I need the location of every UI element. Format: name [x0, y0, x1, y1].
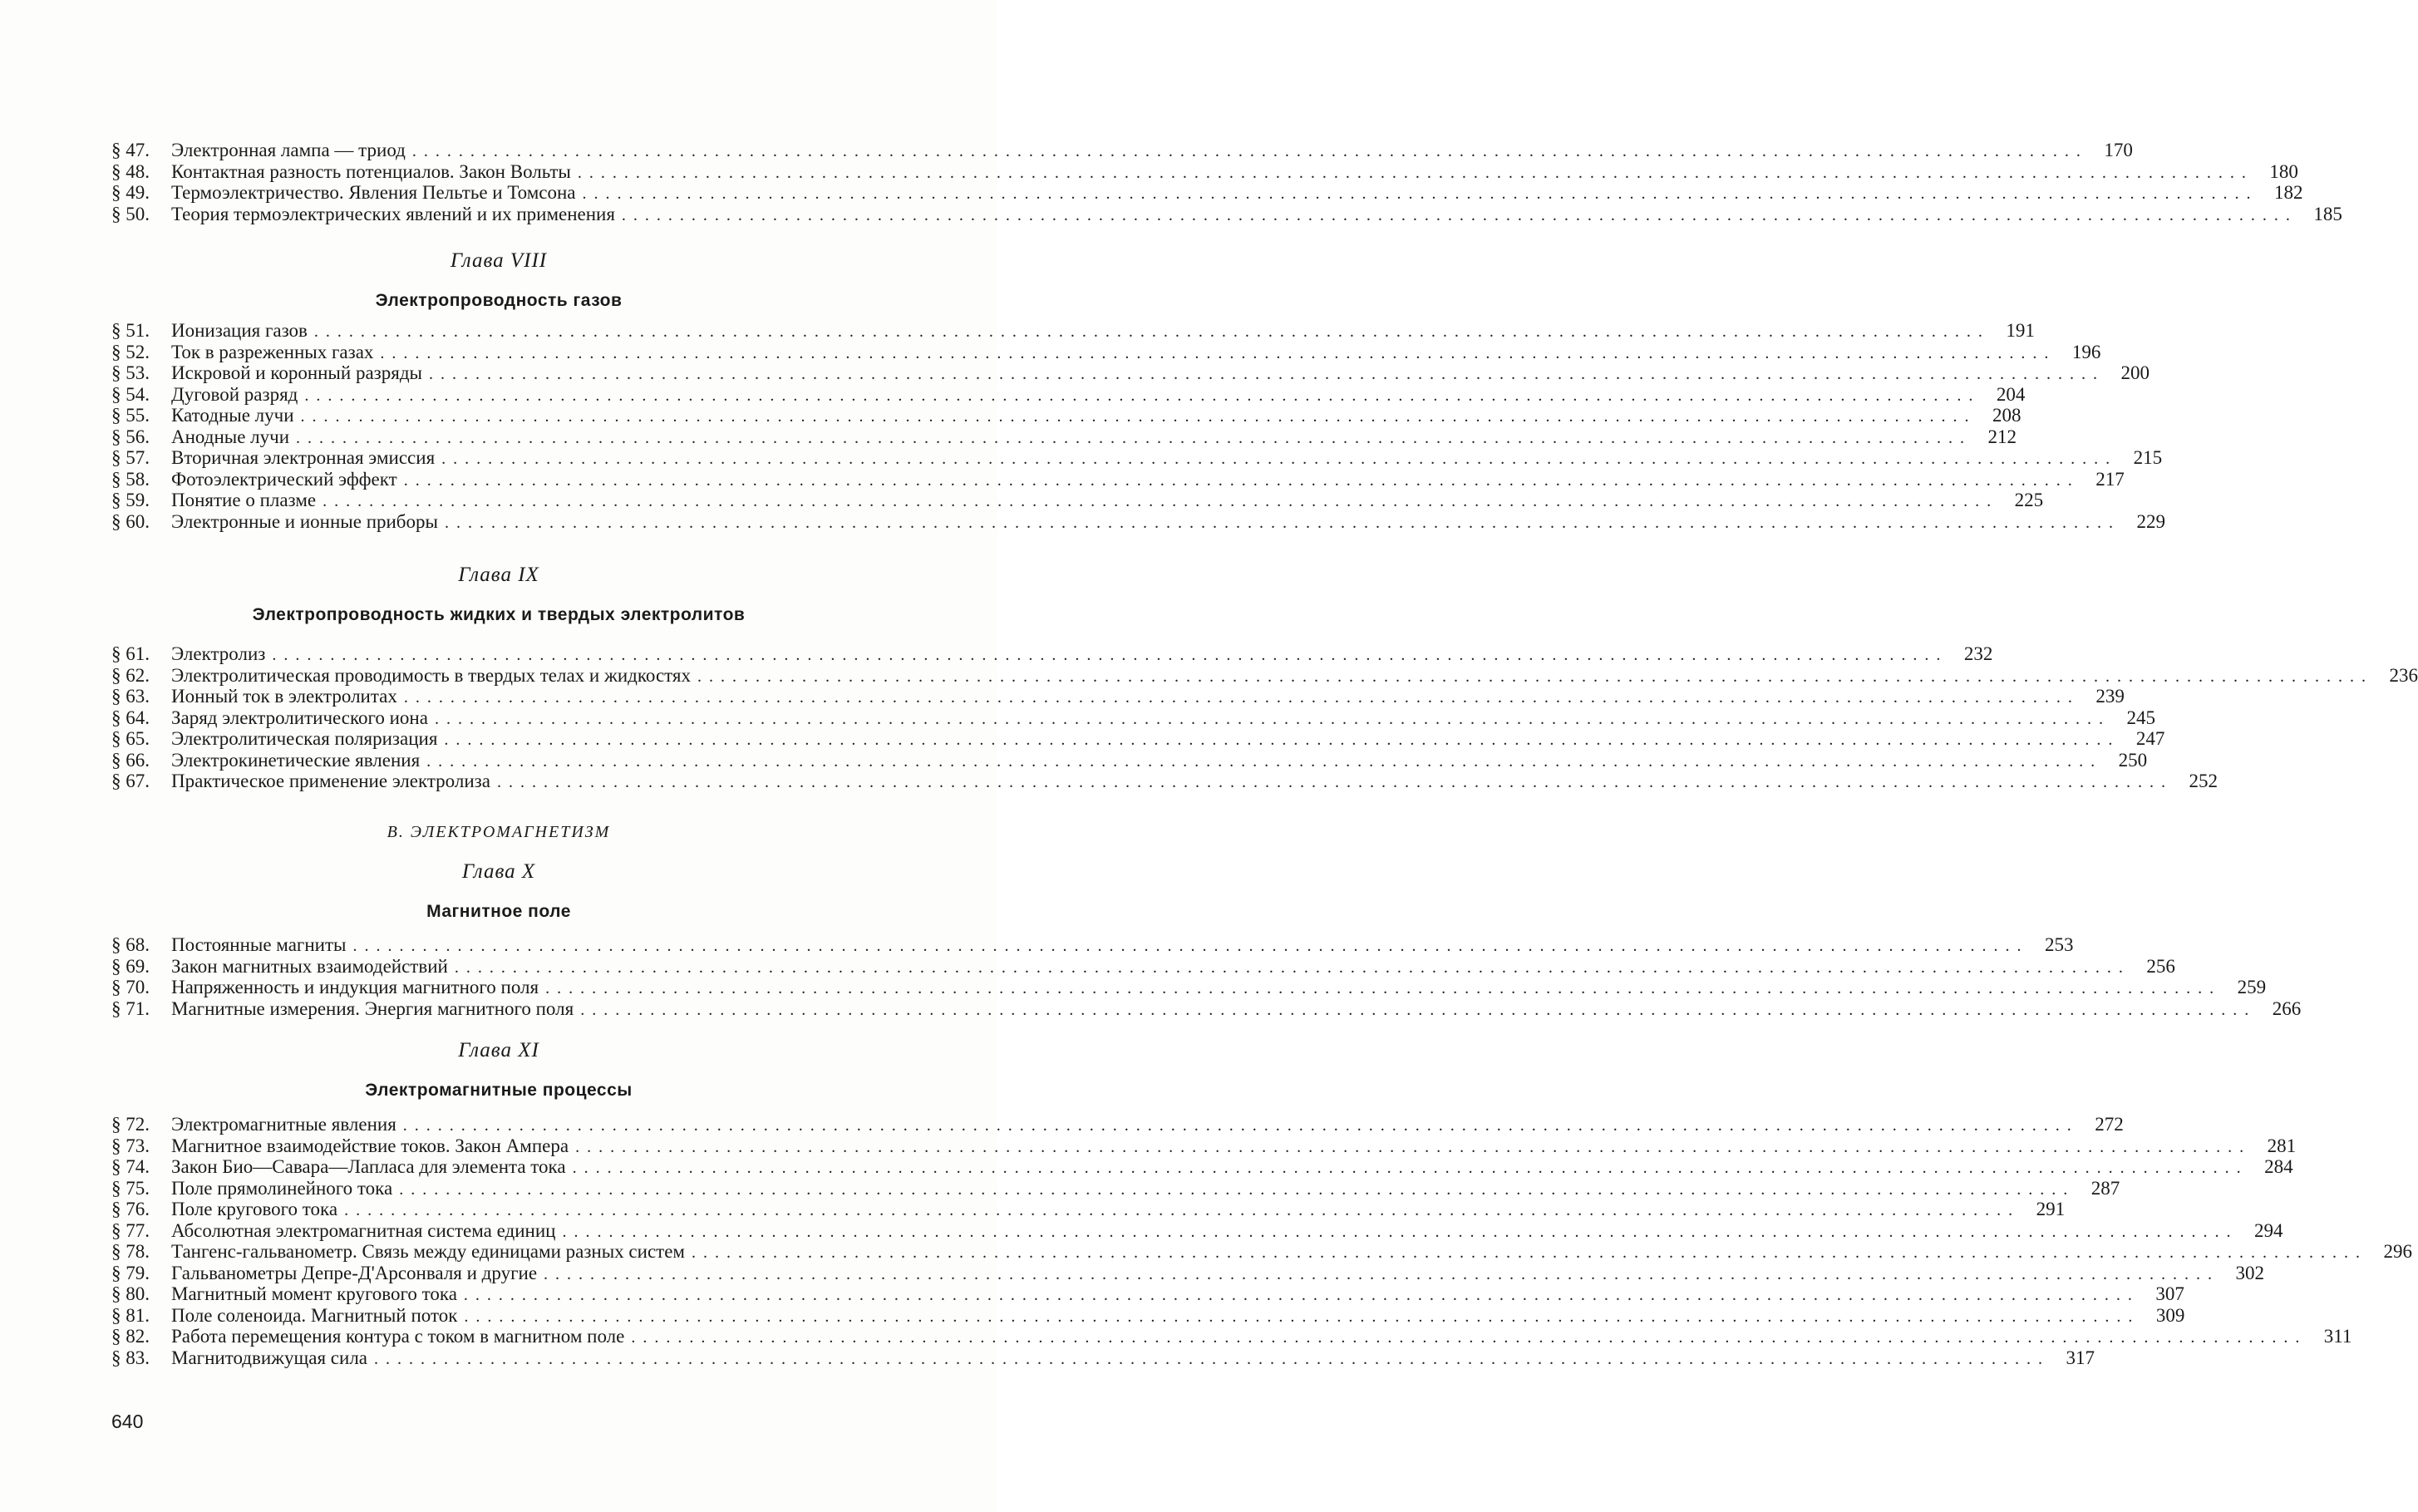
toc-section-title: Практическое применение электролиза: [171, 771, 490, 791]
toc-section-number: § 65.: [111, 728, 150, 749]
toc-page-number: 232: [1963, 643, 1993, 664]
chapter-title-ix: Электропроводность жидких и твердых электролитов: [252, 605, 746, 624]
toc-entry: [111, 728, 2165, 750]
toc-section-number: § 53.: [111, 362, 150, 383]
toc-entry: [111, 1304, 2185, 1327]
toc-page-number: 245: [2126, 707, 2155, 728]
toc-entry: [111, 664, 2418, 687]
toc-dot-leader: [544, 1264, 2219, 1286]
toc-page-number: 252: [2189, 771, 2218, 791]
toc-section-title: Магнитодвижущая сила: [171, 1347, 368, 1368]
toc-page-number: 294: [2253, 1219, 2283, 1241]
chapter-title-viii: Электропроводность газов: [375, 291, 623, 310]
chapter-label-viii: Глава VIII: [450, 249, 548, 272]
toc-section-number: § 49.: [111, 182, 150, 203]
toc-section-title: Анодные лучи: [171, 426, 290, 447]
toc-section-number: § 62.: [111, 664, 150, 686]
toc-section-title: Поле соленоида. Магнитный поток: [171, 1304, 458, 1326]
toc-page-number: 247: [2135, 728, 2165, 749]
toc-page-number: 239: [2095, 686, 2125, 707]
toc-entry: [111, 140, 2133, 161]
toc-section-title: Искровой и коронный разряды: [171, 362, 422, 383]
toc-dot-leader: [399, 1180, 2075, 1201]
part-label-electromagnetism: В. ЭЛЕКТРОМАГНЕТИЗМ: [387, 823, 611, 841]
toc-page-number: 236: [2389, 664, 2418, 686]
page-number: 640: [111, 1411, 144, 1432]
toc-dot-leader: [304, 386, 1980, 407]
toc-dot-leader: [455, 958, 2130, 979]
toc-section-number: § 51.: [111, 320, 150, 341]
toc-entry: [111, 160, 2298, 183]
toc-section-number: § 57.: [111, 447, 150, 468]
toc-section-title: Термоэлектричество. Явления Пельтье и Томсона: [171, 182, 576, 203]
toc-entry: [111, 320, 2035, 342]
toc-section-number: § 52.: [111, 341, 150, 362]
toc-dot-leader: [622, 205, 2297, 227]
toc-section-title: Напряженность и индукция магнитного поля: [171, 977, 539, 997]
toc-entry: [111, 1199, 2066, 1220]
toc-page-number: 229: [2136, 510, 2165, 532]
toc-section-title: Поле прямолинейного тока: [171, 1177, 393, 1199]
toc-entry: [111, 1241, 2412, 1263]
toc-section-title: Гальванометры Депре-Д'Арсонваля и другие: [171, 1262, 538, 1283]
toc-dot-leader: [441, 449, 2117, 470]
toc-entry: [111, 426, 2017, 448]
toc-section-number: § 73.: [111, 1135, 150, 1156]
toc-section-title: Электролиз: [171, 643, 266, 664]
toc-dot-leader: [404, 687, 2080, 709]
toc-entry: [111, 203, 2342, 225]
toc-page-number: 200: [2120, 362, 2150, 383]
toc-section-number: § 58.: [111, 468, 150, 490]
toc-dot-leader: [404, 470, 2080, 492]
chapter-title-xi: Электромагнитные процессы: [365, 1081, 633, 1100]
toc-dot-leader: [464, 1307, 2140, 1328]
toc-dot-leader: [374, 1349, 2050, 1371]
toc-dot-leader: [497, 772, 2173, 794]
toc-section-number: § 63.: [111, 686, 150, 707]
chapter-label-xi: Глава XI: [458, 1039, 539, 1061]
toc-group-3: [111, 934, 2302, 1019]
toc-section-title: Закон магнитных взаимодействий: [171, 955, 448, 977]
toc-entry: [111, 468, 2125, 490]
toc-entry: [111, 934, 2074, 956]
toc-section-number: § 48.: [111, 160, 150, 182]
toc-section-title: Постоянные магниты: [171, 934, 347, 955]
toc-section-title: Электронная лампа — триод: [171, 140, 406, 160]
toc-group-4: [111, 1114, 2412, 1368]
toc-section-title: Тангенс-гальванометр. Связь между единицами разных систем: [171, 1241, 685, 1262]
toc-dot-leader: [403, 1116, 2079, 1137]
toc-page-number: 215: [2133, 447, 2163, 468]
toc-page-number: 309: [2155, 1304, 2185, 1326]
toc-section-title: Фотоэлектрический эффект: [171, 468, 397, 490]
toc-dot-leader: [435, 709, 2110, 731]
toc-section-number: § 61.: [111, 643, 150, 664]
toc-dot-leader: [314, 322, 1990, 343]
toc-section-title: Ионизация газов: [171, 320, 308, 341]
toc-page-number: 182: [2274, 182, 2303, 203]
toc-dot-leader: [631, 1327, 2307, 1349]
toc-section-number: § 54.: [111, 383, 150, 405]
toc-section-number: § 81.: [111, 1304, 150, 1326]
toc-entry: [111, 1347, 2095, 1369]
toc-dot-leader: [575, 1137, 2251, 1159]
toc-entry: [111, 1114, 2124, 1135]
toc-page-number: 284: [2264, 1156, 2293, 1177]
toc-section-title: Магнитные измерения. Энергия магнитного поля: [171, 997, 574, 1019]
toc-section-title: Понятие о плазме: [171, 490, 317, 510]
toc-page-number: 287: [2091, 1177, 2120, 1199]
toc-page-number: 212: [1987, 426, 2017, 447]
toc-section-number: § 70.: [111, 977, 150, 997]
toc-entry: [111, 362, 2150, 384]
toc-section-number: § 68.: [111, 934, 150, 955]
toc-dot-leader: [545, 978, 2221, 1000]
toc-section-number: § 50.: [111, 203, 150, 224]
toc-section-number: § 56.: [111, 426, 150, 447]
toc-section-title: Электролитическая поляризация: [171, 728, 438, 749]
toc-page-number: 307: [2155, 1283, 2184, 1304]
toc-dot-leader: [583, 184, 2258, 205]
toc-page-number: 185: [2313, 203, 2342, 224]
toc-section-title: Электрокинетические явления: [171, 749, 421, 771]
toc-section-number: § 79.: [111, 1262, 150, 1283]
toc-section-title: Заряд электролитического иона: [171, 707, 428, 728]
toc-page-number: 253: [2044, 934, 2074, 955]
toc-dot-leader: [429, 364, 2105, 386]
toc-page-number: 311: [2323, 1326, 2352, 1347]
toc-page-number: 170: [2104, 140, 2133, 160]
toc-group-0: [111, 140, 2342, 224]
toc-section-title: Поле кругового тока: [171, 1199, 338, 1219]
toc-section-number: § 77.: [111, 1219, 150, 1241]
toc-section-number: § 60.: [111, 510, 150, 532]
toc-page-number: 266: [2272, 997, 2302, 1019]
toc-page-number: 281: [2267, 1135, 2297, 1156]
toc-section-number: § 74.: [111, 1156, 150, 1177]
toc-section-title: Дуговой разряд: [171, 383, 298, 405]
toc-group-2: [111, 643, 2418, 792]
toc-dot-leader: [445, 513, 2120, 534]
toc-page-number: 180: [2269, 160, 2298, 182]
toc-section-number: § 67.: [111, 771, 150, 791]
toc-section-number: § 69.: [111, 955, 150, 977]
toc-entry: [111, 1156, 2293, 1178]
toc-section-title: Электронные и ионные приборы: [171, 510, 438, 532]
toc-entry: [111, 643, 1993, 665]
toc-section-title: Контактная разность потенциалов. Закон Вольты: [171, 160, 571, 182]
toc-dot-leader: [573, 1158, 2248, 1180]
toc-dot-leader: [412, 141, 2088, 163]
toc-section-title: Электролитическая проводимость в твердых телах и жидкостях: [171, 664, 691, 686]
toc-entry: [111, 405, 2022, 426]
toc-entry: [111, 1177, 2120, 1199]
toc-entry: [111, 1219, 2283, 1242]
toc-page-number: 291: [2036, 1199, 2066, 1219]
toc-page-number: 204: [1996, 383, 2026, 405]
toc-section-title: Ток в разреженных газах: [171, 341, 374, 362]
toc-entry: [111, 490, 2044, 511]
toc-entry: [111, 1262, 2265, 1284]
toc-entry: [111, 997, 2302, 1020]
toc-entry: [111, 1283, 2184, 1305]
toc-section-title: Абсолютная электромагнитная система единиц: [171, 1219, 556, 1241]
toc-dot-leader: [352, 936, 2028, 958]
toc-section-title: Катодные лучи: [171, 405, 294, 426]
toc-page-number: 217: [2095, 468, 2125, 490]
toc-dot-leader: [580, 1000, 2256, 1022]
toc-entry: [111, 383, 2026, 406]
chapter-label-x: Глава X: [461, 860, 536, 883]
toc-dot-leader: [697, 667, 2373, 688]
toc-entry: [111, 977, 2267, 998]
toc-page-number: 196: [2071, 341, 2101, 362]
toc-section-title: Закон Био—Савара—Лапласа для элемента тока: [171, 1156, 566, 1177]
toc-page-number: 317: [2066, 1347, 2095, 1368]
toc-page-number: 302: [2235, 1262, 2265, 1283]
toc-entry: [111, 182, 2303, 204]
toc-section-number: § 80.: [111, 1283, 150, 1304]
toc-entry: [111, 447, 2163, 469]
toc-entry: [111, 955, 2175, 978]
toc-dot-leader: [344, 1200, 2020, 1222]
toc-entry: [111, 1326, 2352, 1347]
toc-section-number: § 83.: [111, 1347, 150, 1368]
toc-entry: [111, 1135, 2297, 1157]
toc-section-number: § 55.: [111, 405, 150, 426]
toc-entry: [111, 686, 2125, 707]
toc-section-number: § 82.: [111, 1326, 150, 1347]
toc-section-number: § 72.: [111, 1114, 150, 1135]
toc-entry: [111, 749, 2148, 771]
toc-page-number: 272: [2095, 1114, 2124, 1135]
toc-page-number: 259: [2237, 977, 2267, 997]
toc-page-number: 296: [2383, 1241, 2412, 1262]
toc-section-number: § 71.: [111, 997, 150, 1019]
chapter-label-ix: Глава IX: [458, 564, 539, 586]
toc-section-number: § 47.: [111, 140, 150, 160]
toc-section-title: Магнитный момент кругового тока: [171, 1283, 457, 1304]
toc-section-number: § 78.: [111, 1241, 150, 1262]
toc-section-title: Электромагнитные явления: [171, 1114, 396, 1135]
toc-section-title: Магнитное взаимодействие токов. Закон Ампера: [171, 1135, 569, 1156]
toc-section-title: Вторичная электронная эмиссия: [171, 447, 436, 468]
toc-section-number: § 75.: [111, 1177, 150, 1199]
toc-section-number: § 59.: [111, 490, 150, 510]
toc-section-title: Ионный ток в электролитах: [171, 686, 397, 707]
toc-dot-leader: [272, 645, 1948, 667]
toc-dot-leader: [380, 343, 2056, 365]
toc-dot-leader: [578, 163, 2253, 185]
toc-dot-leader: [296, 428, 1972, 450]
chapter-title-x: Магнитное поле: [426, 902, 571, 921]
toc-dot-leader: [426, 751, 2102, 773]
toc-section-number: § 64.: [111, 707, 150, 728]
toc-dot-leader: [464, 1285, 2140, 1307]
toc-dot-leader: [692, 1243, 2367, 1264]
toc-dot-leader: [444, 730, 2120, 751]
toc-page-number: 191: [2006, 320, 2035, 341]
toc-page-number: 225: [2014, 490, 2044, 510]
toc-page-number: 208: [1992, 405, 2022, 426]
toc-section-title: Теория термоэлектрических явлений и их применения: [171, 203, 615, 224]
toc-dot-leader: [562, 1222, 2238, 1244]
toc-section-number: § 66.: [111, 749, 150, 771]
toc-section-number: § 76.: [111, 1199, 150, 1219]
toc-group-1: [111, 320, 2165, 532]
toc-page-number: 256: [2146, 955, 2175, 977]
toc-entry: [111, 510, 2165, 533]
toc-entry: [111, 707, 2155, 729]
toc-page-number: 250: [2118, 749, 2148, 771]
toc-dot-leader: [323, 491, 1998, 513]
toc-entry: [111, 771, 2218, 792]
toc-section-title: Работа перемещения контура с током в магнитном поле: [171, 1326, 625, 1347]
toc-dot-leader: [301, 406, 1977, 428]
toc-entry: [111, 341, 2101, 363]
